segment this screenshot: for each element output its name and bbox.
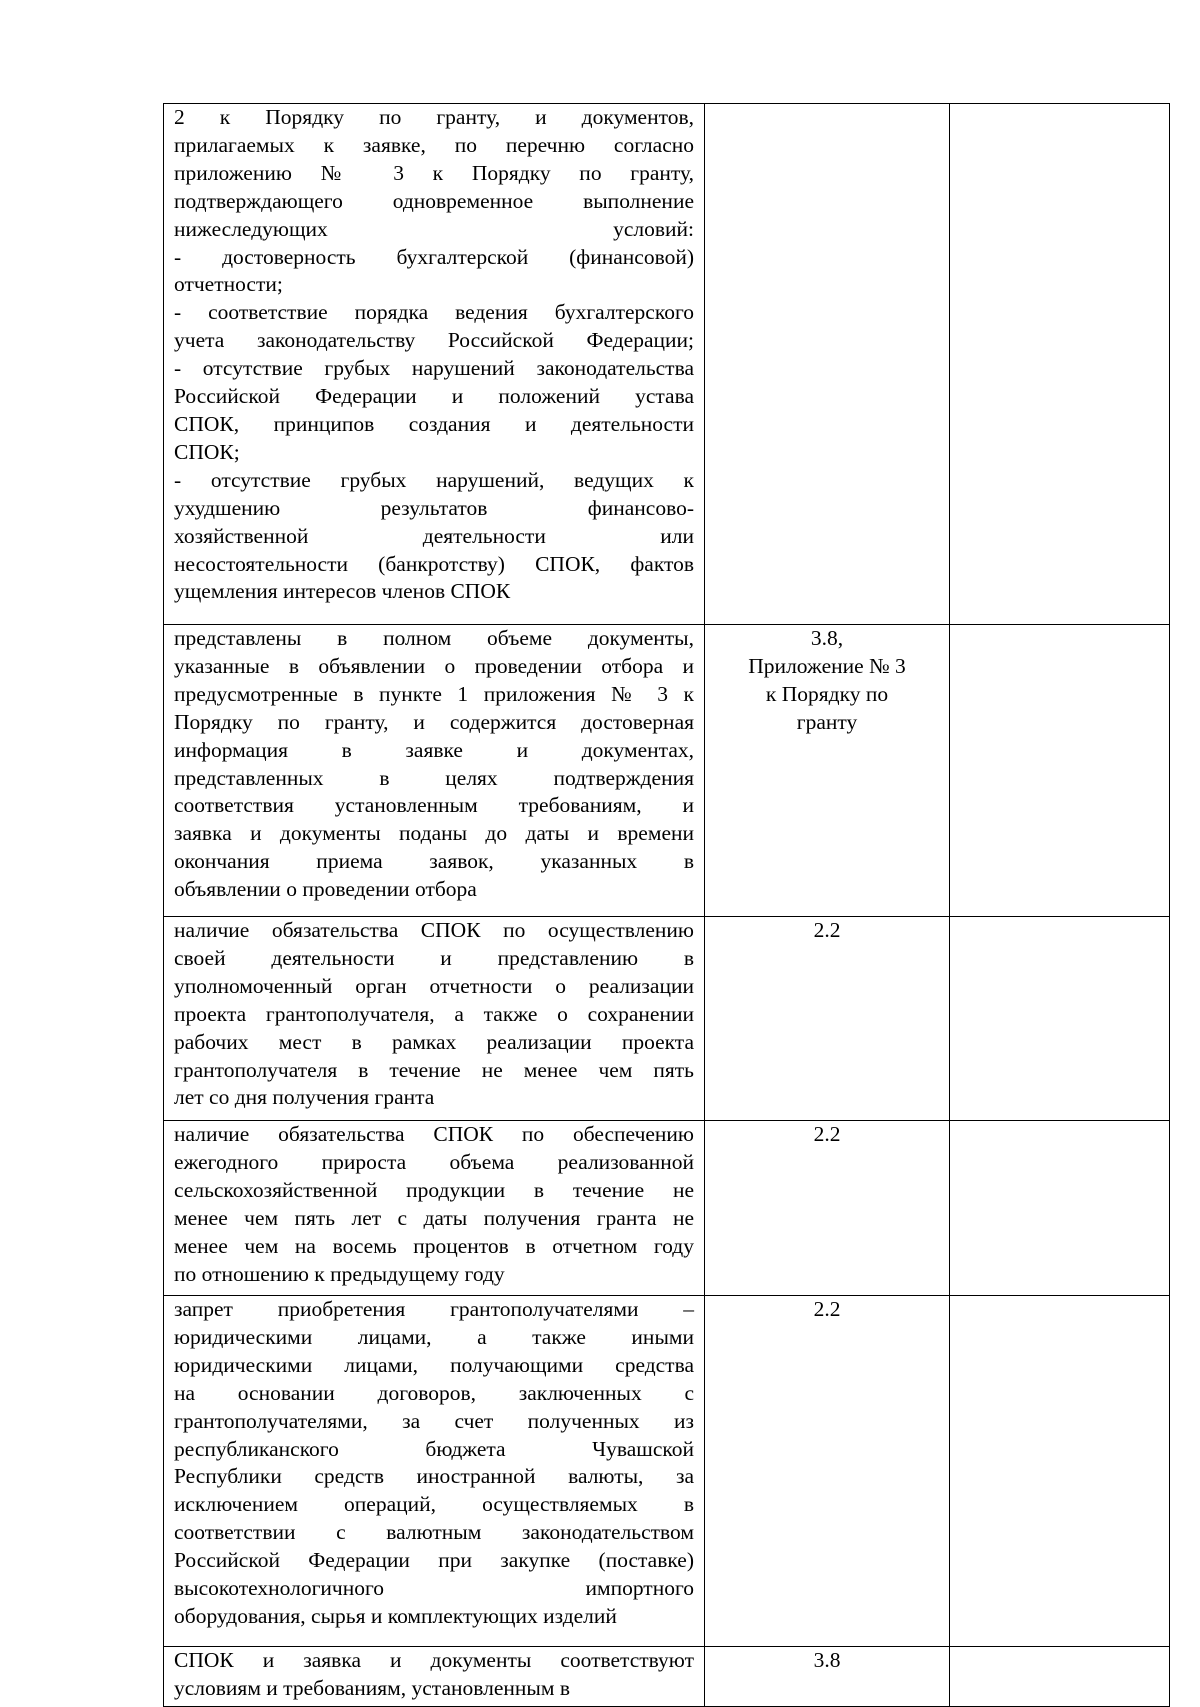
- requirement-line: высокотехнологичного импортного: [174, 1576, 694, 1601]
- requirement-cell: [164, 625, 705, 917]
- reference-line: 3.8,: [810, 626, 844, 650]
- requirement-line: представлены в полном объеме документы,: [174, 626, 694, 650]
- requirement-line: хозяйственной деятельности или: [174, 523, 694, 548]
- reference-cell: [705, 1296, 950, 1647]
- requirement-line: юридическими лицами, а также иными: [174, 1324, 694, 1349]
- requirement-line: грантополучателя в течение не менее чем пять: [174, 1057, 694, 1082]
- requirement-line: на основании договоров, заключенных с: [174, 1380, 694, 1405]
- requirement-line: Республики средств иностранной валюты, за: [174, 1464, 694, 1489]
- requirement-line: несостоятельности (банкротству) СПОК, фактов: [174, 551, 694, 576]
- note-cell: [950, 917, 1170, 1121]
- requirement-cell: [164, 104, 705, 625]
- requirement-line: заявка и документы поданы до даты и времени: [174, 821, 694, 846]
- requirement-line: прилагаемых к заявке, по перечню согласно: [174, 132, 694, 157]
- requirement-line: республиканского бюджета Чувашской: [174, 1436, 694, 1461]
- requirement-line: подтверждающего одновременное выполнение: [174, 188, 694, 213]
- table-row: [164, 1296, 1170, 1647]
- reference-cell: [705, 104, 950, 625]
- requirement-line: - соответствие порядка ведения бухгалтерского: [174, 300, 694, 325]
- requirement-line: Порядку по гранту, и содержится достоверная: [174, 709, 694, 734]
- requirement-line: менее чем пять лет с даты получения гранта не: [174, 1205, 694, 1230]
- requirement-line: информация в заявке и документах,: [174, 737, 694, 762]
- reference-cell: [705, 1121, 950, 1296]
- reference-line: 2.2: [813, 918, 841, 942]
- requirement-line: СПОК;: [174, 439, 240, 464]
- requirement-line: Российской Федерации при закупке (поставке): [174, 1548, 694, 1573]
- requirement-line: ухудшению результатов финансово-: [174, 495, 694, 520]
- requirement-line: наличие обязательства СПОК по обеспечению: [174, 1122, 694, 1146]
- requirement-line: запрет приобретения грантополучателями –: [174, 1297, 694, 1321]
- requirement-line: по отношению к предыдущему году: [174, 1261, 505, 1286]
- table-row: [164, 625, 1170, 917]
- requirement-line: учета законодательству Российской Федерации;: [174, 328, 694, 353]
- requirement-line: уполномоченный орган отчетности о реализации: [174, 973, 694, 998]
- requirement-cell: [164, 1647, 705, 1707]
- requirement-line: юридическими лицами, получающими средства: [174, 1352, 694, 1377]
- requirement-cell: [164, 917, 705, 1121]
- requirement-line: нижеследующих условий:: [174, 216, 694, 241]
- requirement-line: рабочих мест в рамках реализации проекта: [174, 1029, 694, 1054]
- requirement-line: - отсутствие грубых нарушений, ведущих к: [174, 467, 694, 492]
- requirement-line: Российской Федерации и положений устава: [174, 384, 694, 409]
- requirement-line: условиям и требованиям, установленным в: [174, 1675, 570, 1700]
- requirement-line: своей деятельности и представлению в: [174, 945, 694, 970]
- requirement-line: проекта грантополучателя, а также о сохранении: [174, 1001, 694, 1026]
- reference-cell: [705, 917, 950, 1121]
- requirement-line: - отсутствие грубых нарушений законодательства: [174, 356, 694, 381]
- requirement-line: указанные в объявлении о проведении отбора и: [174, 653, 694, 678]
- note-cell: [950, 625, 1170, 917]
- requirement-line: 2 к Порядку по гранту, и документов,: [174, 105, 694, 129]
- table-row: [164, 917, 1170, 1121]
- note-cell: [950, 1296, 1170, 1647]
- requirement-line: объявлении о проведении отбора: [174, 877, 477, 902]
- reference-line: гранту: [796, 709, 858, 734]
- requirement-line: наличие обязательства СПОК по осуществлению: [174, 918, 694, 942]
- note-cell: [950, 104, 1170, 625]
- criteria-table-body: [164, 104, 1170, 1707]
- reference-line: 2.2: [813, 1297, 841, 1321]
- table-row: [164, 1647, 1170, 1707]
- table-row: [164, 104, 1170, 625]
- note-cell: [950, 1647, 1170, 1707]
- requirement-line: ущемления интересов членов СПОК: [174, 579, 511, 604]
- requirement-line: ежегодного прироста объема реализованной: [174, 1149, 694, 1174]
- requirement-line: лет со дня получения гранта: [174, 1085, 435, 1110]
- requirement-line: представленных в целях подтверждения: [174, 765, 694, 790]
- requirement-line: соответствии с валютным законодательством: [174, 1520, 694, 1545]
- reference-line: 2.2: [813, 1122, 841, 1146]
- reference-cell: [705, 1647, 950, 1707]
- reference-cell: [705, 625, 950, 917]
- requirement-line: соответствия установленным требованиям, и: [174, 793, 694, 818]
- reference-line: 3.8: [813, 1648, 841, 1672]
- requirement-line: СПОК и заявка и документы соответствуют: [174, 1648, 694, 1672]
- reference-line: Приложение № 3: [748, 653, 906, 678]
- requirement-cell: [164, 1296, 705, 1647]
- requirement-cell: [164, 1121, 705, 1296]
- requirement-line: приложению № 3 к Порядку по гранту,: [174, 160, 694, 185]
- note-cell: [950, 1121, 1170, 1296]
- requirement-line: менее чем на восемь процентов в отчетном году: [174, 1233, 694, 1258]
- requirement-line: - достоверность бухгалтерской (финансовой): [174, 244, 694, 269]
- requirement-line: отчетности;: [174, 272, 283, 297]
- requirement-line: грантополучателями, за счет полученных из: [174, 1408, 694, 1433]
- requirement-line: окончания приема заявок, указанных в: [174, 849, 694, 874]
- requirement-line: предусмотренные в пункте 1 приложения № 3 к: [174, 681, 694, 706]
- requirement-line: сельскохозяйственной продукции в течение не: [174, 1177, 694, 1202]
- requirement-line: СПОК, принципов создания и деятельности: [174, 411, 694, 436]
- criteria-table: [163, 103, 1170, 1707]
- reference-line: к Порядку по: [765, 681, 889, 706]
- requirement-line: оборудования, сырья и комплектующих изделий: [174, 1603, 617, 1628]
- table-row: [164, 1121, 1170, 1296]
- requirement-line: исключением операций, осуществляемых в: [174, 1492, 694, 1517]
